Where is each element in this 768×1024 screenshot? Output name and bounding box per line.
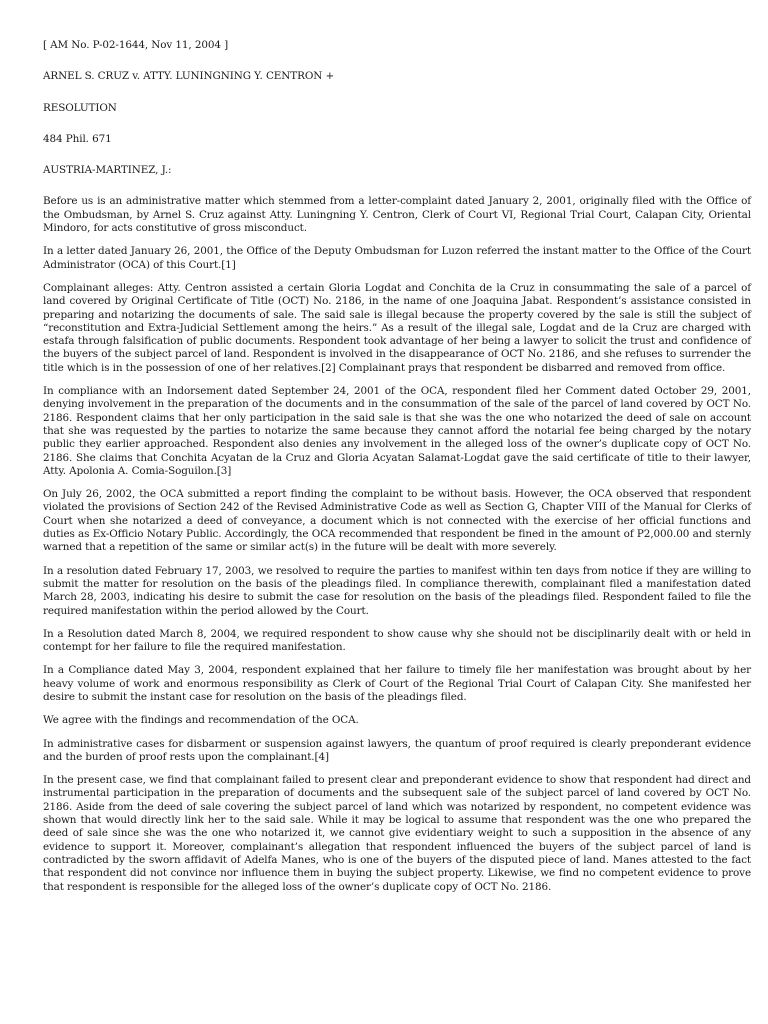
document-page — [43, 39, 751, 904]
ponente: AUSTRIA-MARTINEZ, J.: — [43, 164, 172, 177]
paragraph-5: On July 26, 2002, the OCA submitted a report finding the complaint to be without basis. However, the OCA observed that respondent violated the provisions of Section 242 of the Revised Administrative Code as well as Section G, Chapter VIII of the Manual for Clerks of Court when she notarized a deed of conveyance, a document which is not connected with the exercise of her official functions and duties as Ex-Officio Notary Public. Accordingly, the OCA recommended that respondent be fined in the amount of P2,000.00 and sternly warned that a repetition of the same or similar act(s) in the future will be dealt with more severely. — [43, 488, 751, 554]
paragraph-8: In a Compliance dated May 3, 2004, respondent explained that her failure to timely file her manifestation was brought about by her heavy volume of work and enormous responsibility as Clerk of Court of the Regional Trial Court of Calapan City. She manifested her desire to submit the instant case for resolution on the basis of the pleadings filed. — [43, 664, 751, 703]
case-citation: [ AM No. P-02-1644, Nov 11, 2004 ] — [43, 39, 229, 51]
reporter-citation: 484 Phil. 671 — [43, 132, 112, 145]
paragraph-6: In a resolution dated February 17, 2003, we resolved to require the parties to manifest within ten days from notice if they are willing to submit the matter for resolution on the basis of the pleadings filed. In compliance therewith, complainant filed a manifestation dated March 28, 2003, indicating his desire to submit the case for resolution on the basis of the pleadings filed. Respondent failed to file the required manifestation within the period allowed by the Court. — [43, 564, 751, 617]
paragraph-11: In the present case, we find that complainant failed to present clear and preponderant evidence to show that respondent had direct and instrumental participation in the preparation of documents and the subsequent sale of the subject parcel of land covered by OCT No. 2186. Aside from the deed of sale covering the subject parcel of land which was notarized by respondent, no competent evidence was shown that would directly link her to the said sale. While it may be logical to assume that respondent was the one who prepared the deed of sale since she was the one who notarized it, we cannot give evidentiary weight to such a supposition in the absence of any evidence to support it. Moreover, complainant’s allegation that respondent influenced the buyers of the subject parcel of land is contradicted by the sworn affidavit of Adelfa Manes, who is one of the buyers of the disputed piece of land. Manes attested to the fact that respondent did not convince nor influence them in buying the subject property. Likewise, we find no competent evidence to prove that respondent is responsible for the alleged loss of the owner’s duplicate copy of OCT No. 2186. — [43, 774, 751, 893]
paragraph-4: In compliance with an Indorsement dated September 24, 2001 of the OCA, respondent filed her Comment dated October 29, 2001, denying involvement in the preparation of the documents and in the consummation of the sale of the parcel of land covered by OCT No. 2186. Respondent claims that her only participation in the said sale is that she was the one who notarized the deed of sale on account that she was requested by the parties to notarize the same because they cannot afford the notarial fee being charged by the notary public they earlier approached. Respondent also denies any involvement in the alleged loss of the owner’s duplicate copy of OCT No. 2186. She claims that Conchita Acyatan de la Cruz and Gloria Acyatan Salamat-Logdat gave the said certificate of title to their lawyer, Atty. Apolonia A. Comia-Soguilon.[3] — [43, 385, 751, 477]
paragraph-9: We agree with the findings and recommendation of the OCA. — [43, 714, 359, 727]
paragraph-10: In administrative cases for disbarment or suspension against lawyers, the quantum of proof required is clearly preponderant evidence and the burden of proof rests upon the complainant.[4] — [43, 737, 751, 763]
case-title: ARNEL S. CRUZ v. ATTY. LUNINGNING Y. CENTRON + — [43, 70, 335, 83]
paragraph-1: Before us is an administrative matter which stemmed from a letter-complaint dated January 2, 2001, originally filed with the Office of the Ombudsman, by Arnel S. Cruz against Atty. Luningning Y. Centron, Clerk of Court VI, Regional Trial Court, Calapan City, Oriental Mindoro, for acts constitutive of gross misconduct. — [43, 195, 751, 235]
document-type: RESOLUTION — [43, 101, 117, 114]
paragraph-7: In a Resolution dated March 8, 2004, we required respondent to show cause why she should not be disciplinarily dealt with or held in contempt for her failure to file the required manifestation. — [43, 627, 751, 654]
paragraph-3: Complainant alleges: Atty. Centron assisted a certain Gloria Logdat and Conchita de la Cruz in consummating the sale of a parcel of land covered by Original Certificate of Title (OCT) No. 2186, in the name of one Joaquina Jabat. Respondent’s assistance consisted in preparing and notarizing the documents of sale. The said sale is illegal because the property covered by the sale is still the subject of “reconstitution and Extra-Judicial Settlement among the heirs.” As a result of the illegal sale, Logdat and de la Cruz are charged with estafa through falsification of public documents. Respondent took advantage of her being a lawyer to solicit the trust and confidence of the buyers of the subject parcel of land. Respondent is involved in the disappearance of OCT No. 2186, and she refuses to surrender the title which is in the possession of one of her relatives.[2] Complainant prays that respondent be disbarred and removed from office. — [43, 281, 751, 374]
paragraph-2: In a letter dated January 26, 2001, the Office of the Deputy Ombudsman for Luzon referred the instant matter to the Office of the Court Administrator (OCA) of this Court.[1] — [43, 245, 751, 271]
